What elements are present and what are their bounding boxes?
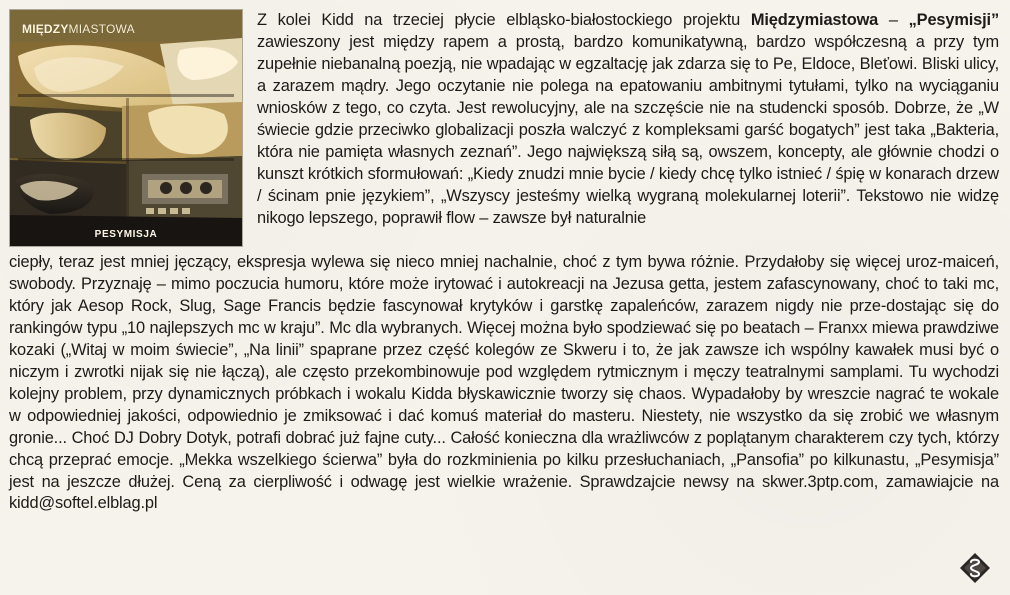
title-separator: – [878,11,909,29]
album-cover [10,10,242,246]
album-cover-header-thin: MIASTOWA [68,22,135,36]
project-name: Międzymiastowa [750,11,879,29]
review-top-rest: zawieszony jest między rapem a prostą, bardzo komunikatywną, bardzo współczesną a przy tym zupełnie niebanalną poezją, nie wpadając w egzaltację jak zdarza się to Pe, Eldoce, Bleťowi. Bliski ulicy, a zarazem mądry. Jego oczytanie nie polega na epatowaniu ambitnymi tytułami, tylko na wyciąganiu wniosków z tego, co czyta. Jest rewolucyjny, ale na szczęście nie na studencki sposób. Dobrze, że „W świecie gdzie przeciwko globalizacji poszła walczyć z kompleksami garść bogatych” jest taka „Bakteria, która nie pamięta własnych zeznań”. Jego największą siłą są, owszem, koncepty, ale głównie chodzi o kunszt krótkich sformułowań: „Kiedy znudzi mnie bycie / kiedy chcę tylko istnieć / śpię w konarach drzew / ścinam pnie językiem”, „Wszyscy jesteśmy wielką wygraną molekularnej loterii”. Tekstowo nie widzę nikogo lepszego, poprawił flow – zawsze był naturalnie [257,32,999,227]
album-title: „Pesymisji” [908,11,999,29]
album-cover-title: PESYMISJA [94,229,158,240]
review-text-top [257,10,999,230]
album-cover-header [22,22,135,36]
album-cover-header-bold: MIĘDZY [22,22,69,36]
album-cover-art [10,10,242,246]
review-intro: Z kolei Kidd na trzeciej płycie elbląsko-białostockiego projektu [257,11,751,29]
review-text-bottom: ciepły, teraz jest mniej jęczący, ekspresja wylewa się nieco mniej nachalnie, choć z tym bywa różnie. Przydałoby się więcej uroz-maiceń, swobody. Przyznaję – mimo poczucia humoru, które może irytować i autokreacji na Jezusa getta, jestem zafascynowany, choć to taki mc, który jak Aesop Rock, Slug, Sage Francis będzie fascynował krytyków i garstkę zapaleńców, zarazem nigdy nie prze-dostając się do rankingów typu „10 najlepszych mc w kraju”. Mc dla wybranych. Więcej można było spodziewać się po beatach – Franxx miewa prawdziwe kozaki („Witaj w moim świecie”, „Na linii” spaprane przez część kolegów ze Skweru i to, że jak zawsze ich wspólny kawałek musi być o niczym i zwrotki nijak się nie łączą), ale często przekombinowuje pod względem rytmicznym i męczy teatralnymi samplami. Tu wychodzi kolejny problem, przy dynamicznych próbkach i wokalu Kidda błyskawicznie tworzy się chaos. Wypadałoby by wreszcie nagrać te wokale w odpowiedniej jakości, odpowiednio je zmiksować i dać komuś materiał do masteru. Niestety, nie wszystko da się zrobić we własnym gronie... Choć DJ Dobry Dotyk, potrafi dobrać już fajne cuty... Całość konieczna dla wrażliwców z poplątanym charakterem czy tych, którzy chcą przeprać emocje. „Mekka wszelkiego ścierwa” była do rozkminienia po kilku przesłuchaniach, „Pansofia” po kilkunastu, „Pesymisja” jest na jeszcze dłużej. Ceną za cierpliwość i odwagę jest wielkie wrażenie. Sprawdzajcie newsy na skwer.3ptp.com, zamawiajcie na kidd@softel.elblag.pl [9,253,999,513]
section-mark-icon [958,551,992,585]
